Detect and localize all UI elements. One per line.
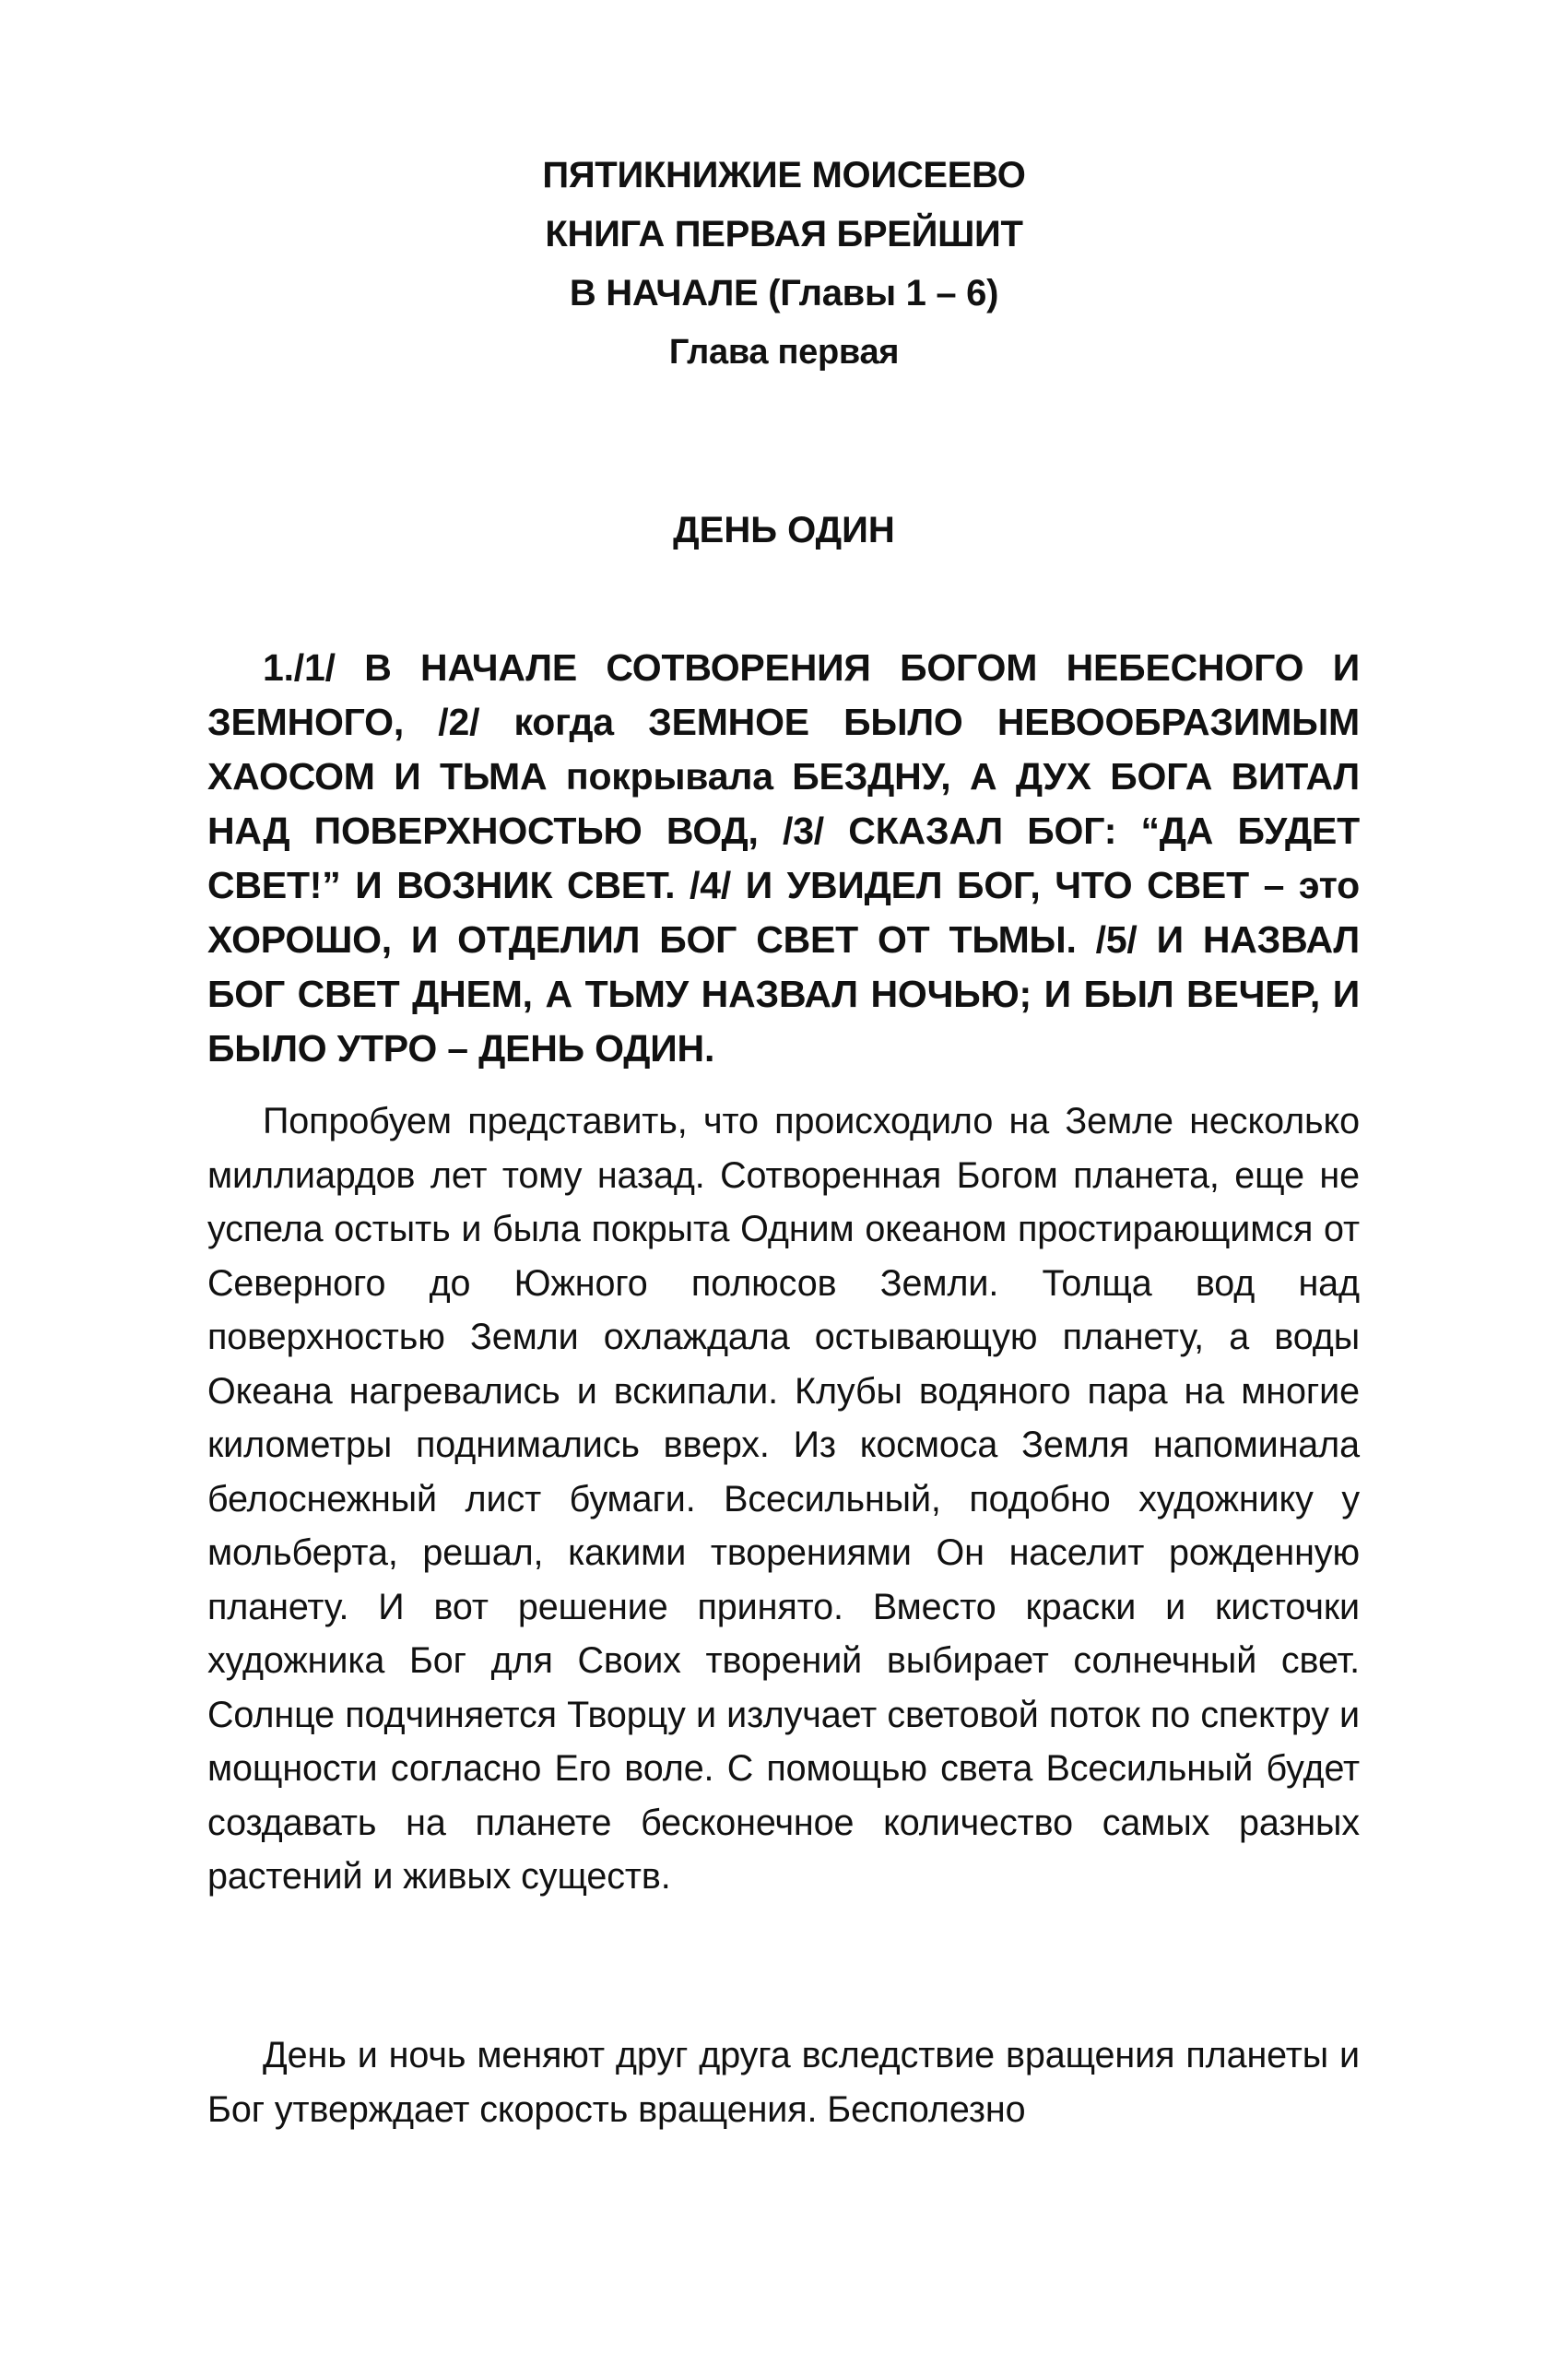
verse-paragraph: 1./1/ В НАЧАЛЕ СОТВОРЕНИЯ БОГОМ НЕБЕСНОГО И ЗЕМНОГО, /2/ когда ЗЕМНОЕ БЫЛО НЕВООБРАЗИМЫМ ХАОСОМ И ТЬМА покрывала БЕЗДНУ, А ДУХ БОГА ВИТАЛ НАД ПОВЕРХНОСТЬЮ ВОД, /3/ СКАЗАЛ БОГ: “ДА БУДЕТ СВЕТ!” И ВОЗНИК СВЕТ. /4/ И УВИДЕЛ БОГ, ЧТО СВЕТ – это ХОРОШО, И ОТДЕЛИЛ БОГ СВЕТ ОТ ТЬМЫ. /5/ И НАЗВАЛ БОГ СВЕТ ДНЕМ, А ТЬМУ НАЗВАЛ НОЧЬЮ; И БЫЛ ВЕЧЕР, И БЫЛО УТРО – ДЕНЬ ОДИН. <box>207 646 1360 1070</box>
portion-title: В НАЧАЛЕ (Главы 1 – 6) <box>569 273 999 313</box>
chapter-title: Глава первая <box>668 333 900 372</box>
book-collection-title: ПЯТИКНИЖИЕ МОИСЕЕВО <box>542 155 1026 195</box>
section-title: ДЕНЬ ОДИН <box>673 510 895 550</box>
commentary-paragraph-2: День и ночь меняют друг друга вследствие вращения планеты и Бог утверждает скорость вращения. Бесполезно <box>207 2035 1360 2130</box>
commentary-paragraph-1: Попробуем представить, что происходило на Земле несколько миллиардов лет тому назад. Сотворенная Богом планета, еще не успела остыть и была покрыта Одним океаном простирающимся от Северного до Южного полюсов Земли. Толща вод над поверхностью Земли охлаждала остывающую планету, а воды Океана нагревались и вскипали. Клубы водяного пара на многие километры поднимались вверх. Из космоса Земля напоминала белоснежный лист бумаги. Всесильный, подобно художнику у мольберта, решал, какими творениями Он населит рожденную планету. И вот решение принято. Вместо краски и кисточки художника Бог для Своих творений выбирает солнечный свет. Солнце подчиняется Творцу и излучает световой поток по спектру и мощности согласно Его воле. С помощью света Всесильный будет создавать на планете бесконечное количество самых разных растений и живых существ. <box>207 1101 1360 1897</box>
title-block <box>0 157 1568 371</box>
book-title: КНИГА ПЕРВАЯ БРЕЙШИТ <box>545 214 1023 254</box>
